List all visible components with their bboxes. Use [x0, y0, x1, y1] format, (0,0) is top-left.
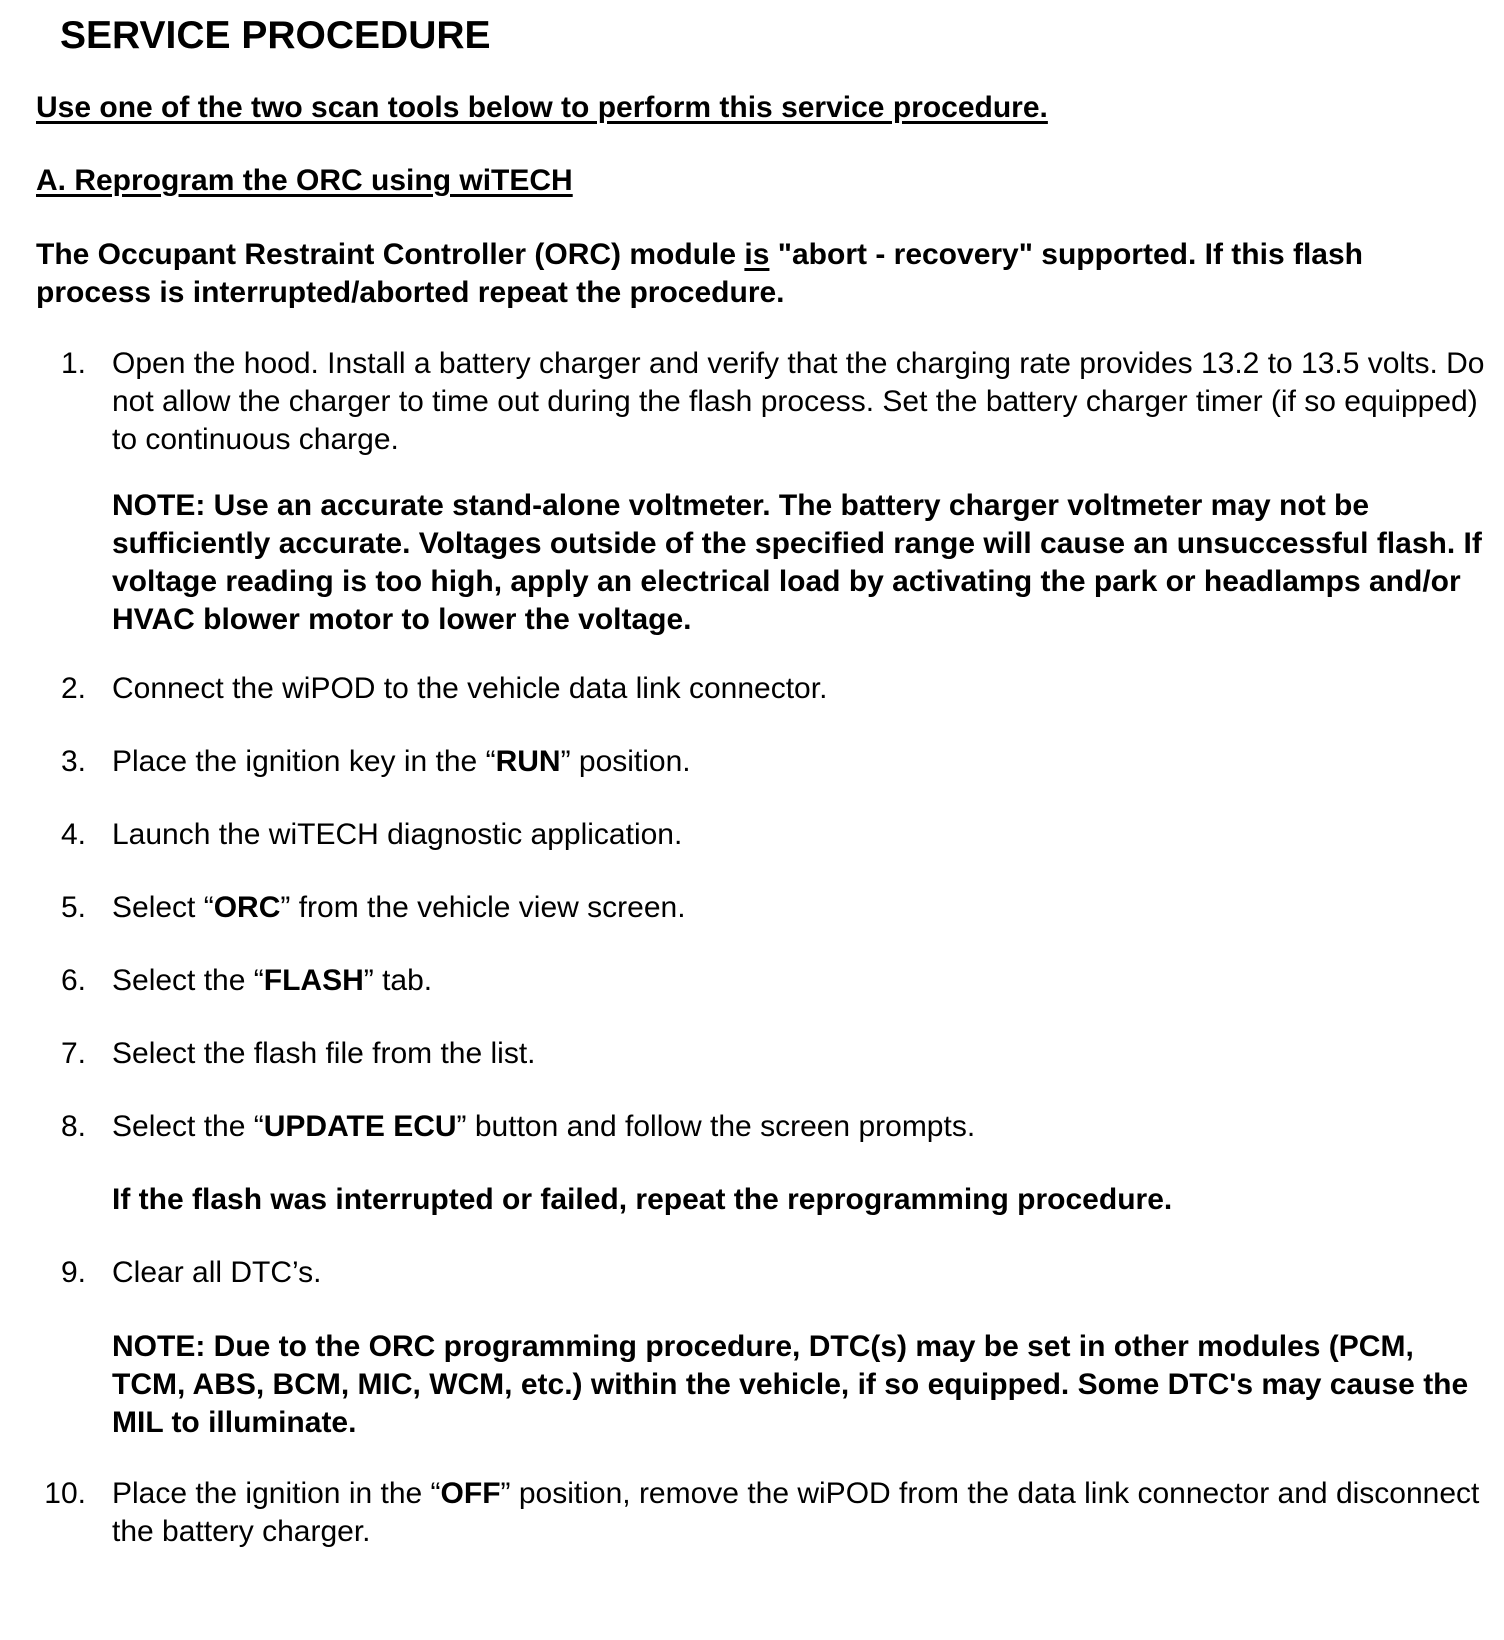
- step-number: 5.: [60, 891, 86, 924]
- flash-failure-note: If the flash was interrupted or failed, repeat the reprogramming procedure.: [112, 1183, 1173, 1216]
- step-4-text: Launch the wiTECH diagnostic application.: [112, 818, 683, 851]
- step-8-text: [112, 1108, 1492, 1146]
- dtc-note: NOTE: Due to the ORC programming procedure, DTC(s) may be set in other modules (PCM, TCM, ABS, BCM, MIC, WCM, etc.) within the vehicle, if so equipped. Some DTC's may cause the MIL to illuminate.: [112, 1330, 1469, 1439]
- step-5-after: ” from the vehicle view screen.: [280, 891, 686, 924]
- step-5-before: Select “: [112, 891, 214, 924]
- step-10-keyword: OFF: [440, 1477, 501, 1510]
- intro-text-after: "abort - recovery" supported. If this flash process is interrupted/aborted repeat the procedure.: [36, 238, 1363, 309]
- step-6-text: [112, 962, 1492, 1000]
- step-1-text: Open the hood. Install a battery charger and verify that the charging rate provides 13.2 to 13.5 volts. Do not allow the charger to time out during the flash process. Set the battery charger timer (if so equipped) to continuous charge.: [112, 347, 1485, 456]
- step-8-keyword: UPDATE ECU: [263, 1110, 457, 1143]
- step-8-before: Select the “: [112, 1110, 264, 1143]
- voltmeter-note: NOTE: Use an accurate stand-alone voltmeter. The battery charger voltmeter may not be sufficiently accurate. Voltages outside of the specified range will cause an unsuccessful flash. If voltage reading is too high, apply an electrical load by activating the park or headlamps and/or HVAC blower motor to lower the voltage.: [112, 489, 1482, 636]
- step-3-text: [112, 743, 1492, 781]
- step-6-before: Select the “: [112, 964, 264, 997]
- page-title: SERVICE PROCEDURE: [60, 14, 491, 57]
- abort-recovery-paragraph: [36, 236, 1476, 312]
- step-number: 6.: [60, 964, 86, 997]
- step-7-text: Select the flash file from the list.: [112, 1037, 536, 1070]
- step-10-text: [112, 1475, 1492, 1551]
- step-number: 9.: [60, 1256, 86, 1289]
- step-3-after: ” position.: [560, 745, 691, 778]
- step-number: 8.: [60, 1110, 86, 1143]
- step-number: 2.: [60, 672, 86, 705]
- step-number: 7.: [60, 1037, 86, 1070]
- step-number: 1.: [60, 347, 86, 380]
- step-8-after: ” button and follow the screen prompts.: [456, 1110, 976, 1143]
- step-number: 4.: [60, 818, 86, 851]
- step-number: 3.: [60, 745, 86, 778]
- step-2-text: Connect the wiPOD to the vehicle data link connector.: [112, 672, 828, 705]
- step-3-before: Place the ignition key in the “: [112, 745, 496, 778]
- intro-text-before: The Occupant Restraint Controller (ORC) module: [36, 238, 745, 271]
- intro-emphasis: is: [744, 238, 770, 271]
- step-10-before: Place the ignition in the “: [112, 1477, 441, 1510]
- step-number: 10.: [44, 1477, 86, 1510]
- step-5-keyword: ORC: [213, 891, 281, 924]
- step-10-after: ” position, remove the wiPOD from the data link connector and disconnect the battery charger.: [112, 1477, 1480, 1548]
- step-5-text: [112, 889, 1492, 927]
- scan-tool-instruction: Use one of the two scan tools below to perform this service procedure.: [36, 91, 1048, 124]
- step-6-after: ” tab.: [363, 964, 433, 997]
- step-3-keyword: RUN: [495, 745, 561, 778]
- section-a-heading: A. Reprogram the ORC using wiTECH: [36, 164, 573, 197]
- step-9-text: Clear all DTC’s.: [112, 1256, 322, 1289]
- step-6-keyword: FLASH: [263, 964, 364, 997]
